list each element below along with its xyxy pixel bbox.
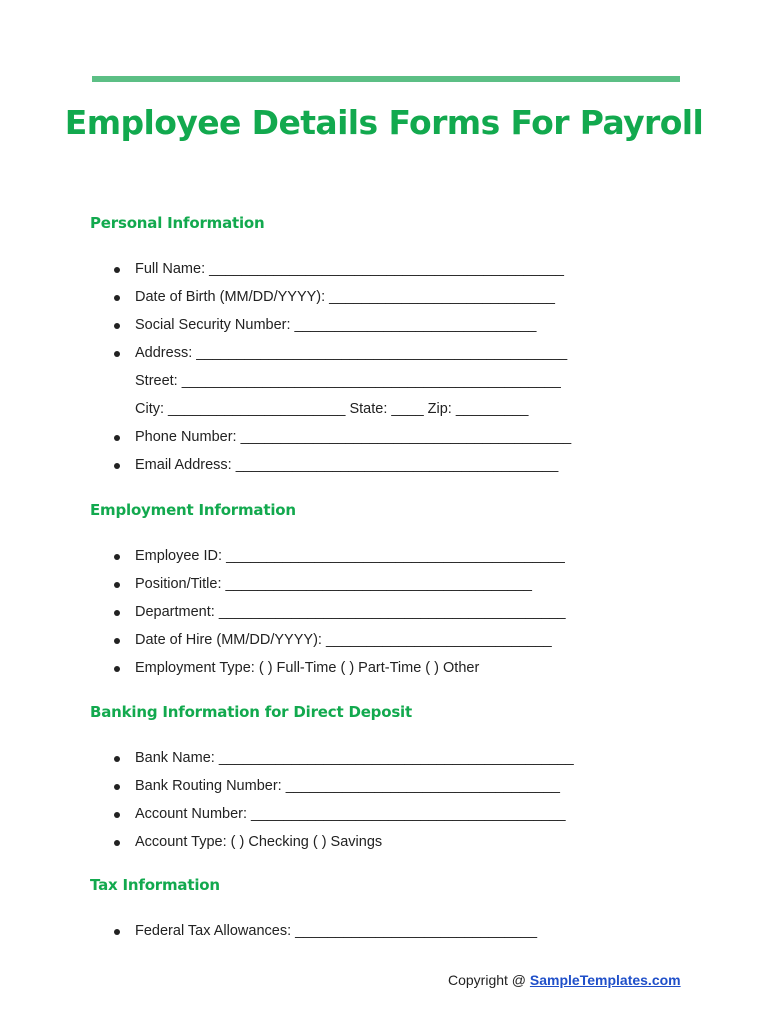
- employee-id-field[interactable]: Employee ID: __________________________________________: [0, 542, 566, 570]
- banking-fields-list: [0, 744, 574, 856]
- date-of-hire-field[interactable]: Date of Hire (MM/DD/YYYY): ____________________________: [0, 626, 566, 654]
- employment-type-field[interactable]: Employment Type: ( ) Full-Time ( ) Part-Time ( ) Other: [0, 654, 566, 682]
- section-heading-employment: Employment Information: [90, 501, 296, 519]
- account-type-field[interactable]: Account Type: ( ) Checking ( ) Savings: [0, 828, 574, 856]
- bank-name-field[interactable]: Bank Name: ____________________________________________: [0, 744, 574, 772]
- federal-tax-allowances-field[interactable]: Federal Tax Allowances: ______________________________: [0, 917, 537, 945]
- personal-fields-list: [0, 255, 571, 479]
- bank-routing-number-field[interactable]: Bank Routing Number: __________________________________: [0, 772, 574, 800]
- copyright-text: Copyright @: [448, 972, 530, 988]
- position-title-field[interactable]: Position/Title: ______________________________________: [0, 570, 566, 598]
- address-field[interactable]: Address: ______________________________________________: [0, 339, 571, 367]
- top-divider: [92, 76, 680, 82]
- sampletemplates-link[interactable]: SampleTemplates.com: [529, 972, 681, 988]
- street-field[interactable]: Street: _______________________________________________: [135, 373, 561, 389]
- page-title: Employee Details Forms For Payroll: [64, 103, 704, 142]
- account-number-field[interactable]: Account Number: _______________________________________: [0, 800, 574, 828]
- full-name-field[interactable]: Full Name: ____________________________________________: [0, 255, 571, 283]
- department-field[interactable]: Department: ___________________________________________: [0, 598, 566, 626]
- tax-fields-list: [0, 917, 537, 945]
- email-address-field[interactable]: Email Address: ________________________________________: [0, 451, 571, 479]
- section-heading-personal: Personal Information: [90, 214, 265, 232]
- section-heading-tax: Tax Information: [90, 876, 220, 894]
- city-state-zip-field[interactable]: City: ______________________ State: ____ Zip: _________: [135, 401, 529, 417]
- employment-fields-list: [0, 542, 566, 682]
- phone-number-field[interactable]: Phone Number: _________________________________________: [0, 423, 571, 451]
- copyright-footer: [448, 972, 681, 988]
- ssn-field[interactable]: Social Security Number: ______________________________: [0, 311, 571, 339]
- section-heading-banking: Banking Information for Direct Deposit: [90, 703, 412, 721]
- date-of-birth-field[interactable]: Date of Birth (MM/DD/YYYY): ____________________________: [0, 283, 571, 311]
